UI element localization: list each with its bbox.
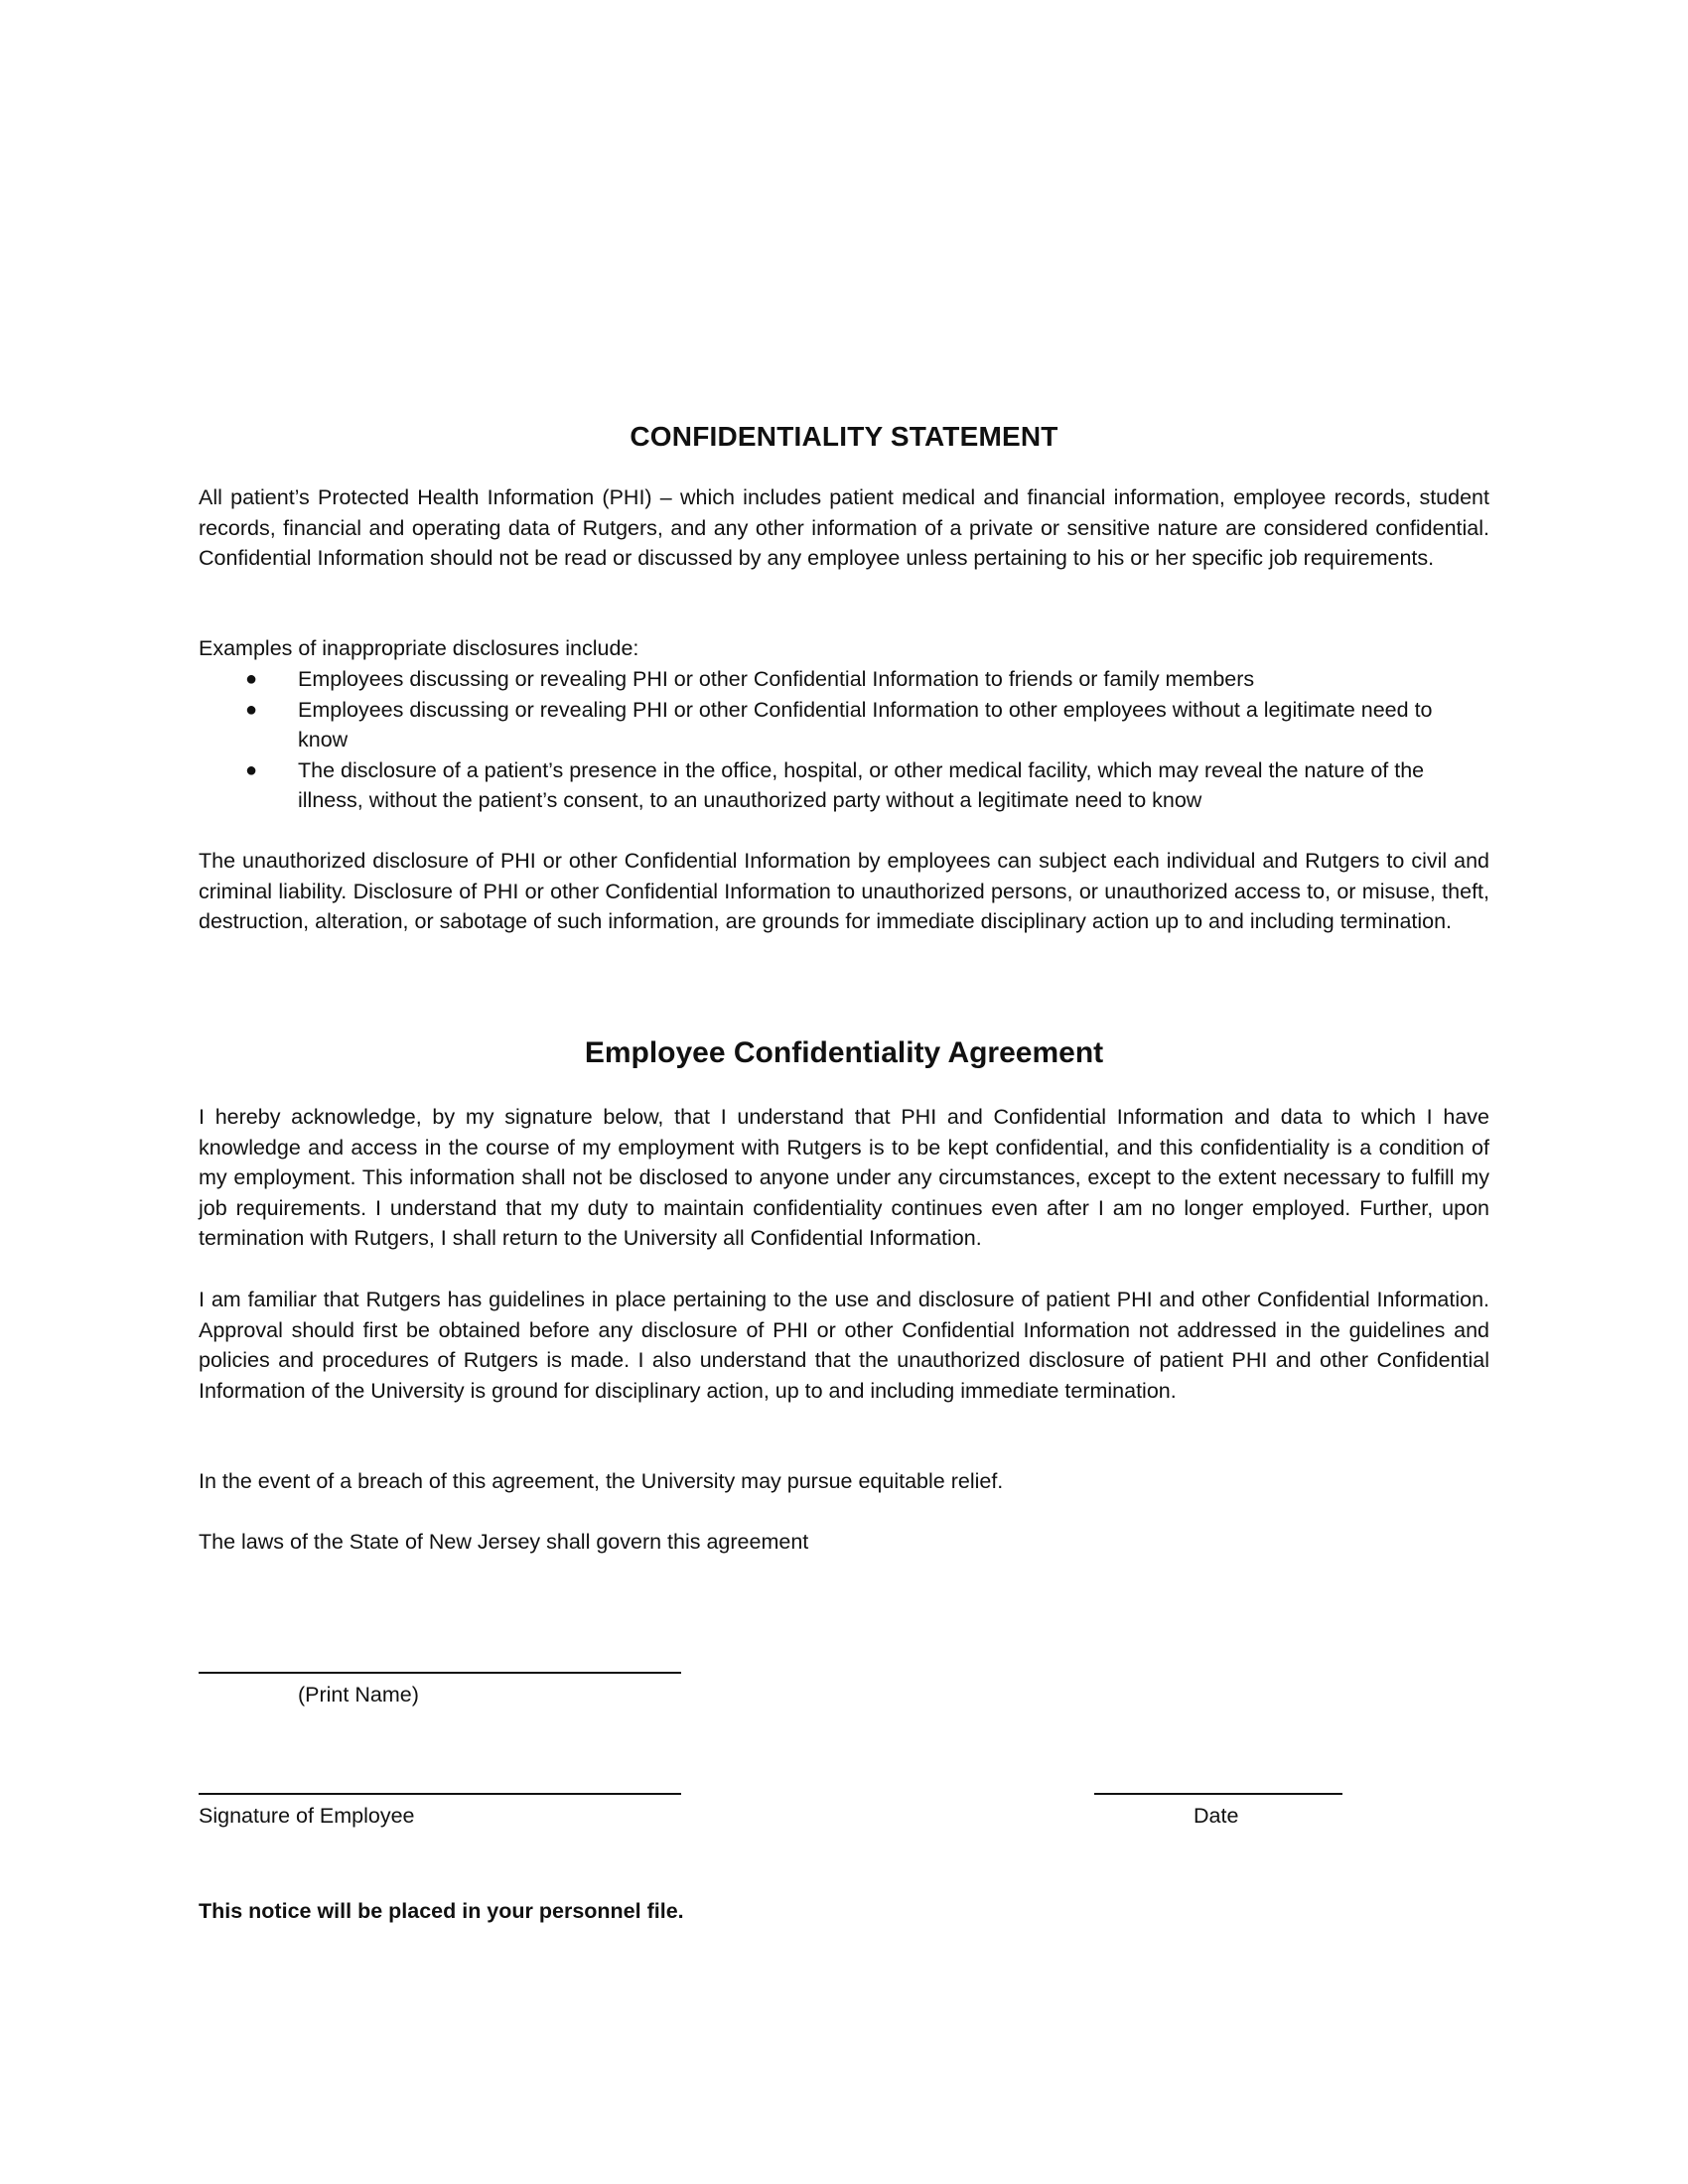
agreement-paragraph-3: In the event of a breach of this agreement, the University may pursue equitable relief.: [199, 1469, 1004, 1493]
print-name-label: (Print Name): [298, 1683, 419, 1706]
statement-intro-paragraph: All patient’s Protected Health Information (PHI) – which includes patient medical and financial information, employee records, student records, financial and operating data of Rutgers, and any other information of a private or sensitive nature are considered confidential. Confidential Information should not be read or discussed by any employee unless pertaining to his or her specific job requirements.: [199, 485, 1489, 571]
examples-list: [199, 664, 1489, 816]
agreement-title: Employee Confidentiality Agreement: [584, 1036, 1104, 1069]
list-item: [199, 755, 1489, 816]
example-text: Employees discussing or revealing PHI or other Confidential Information to other employees without a legitimate need to know: [298, 697, 1433, 752]
bullet-icon: ●: [245, 668, 258, 690]
signature-label: Signature of Employee: [199, 1804, 415, 1828]
date-line[interactable]: [1094, 1793, 1342, 1795]
list-item: [199, 695, 1489, 755]
agreement-paragraph-2: I am familiar that Rutgers has guidelines in place pertaining to the use and disclosure of patient PHI and other Confidential Information. Approval should first be obtained before any disclosure of PHI or other Confidential Information not addressed in the guidelines and policies and procedures of Rutgers is made. I also understand that the unauthorized disclosure of patient PHI and other Confidential Information of the University is ground for disciplinary action, up to and including immediate termination.: [199, 1288, 1489, 1403]
example-text: Employees discussing or revealing PHI or other Confidential Information to friends or family members: [298, 667, 1255, 691]
example-text: The disclosure of a patient’s presence in the office, hospital, or other medical facility, which may reveal the nature of the illness, without the patient’s consent, to an unauthorized party without a legitimate need to know: [298, 757, 1425, 813]
statement-title: CONFIDENTIALITY STATEMENT: [630, 421, 1058, 452]
personnel-file-notice: This notice will be placed in your personnel file.: [199, 1899, 684, 1923]
signature-line[interactable]: [199, 1793, 681, 1795]
date-label: Date: [1194, 1804, 1239, 1828]
agreement-paragraph-4: The laws of the State of New Jersey shall govern this agreement: [199, 1530, 809, 1554]
bullet-icon: ●: [245, 758, 258, 781]
bullet-icon: ●: [245, 698, 258, 721]
list-item: [199, 664, 1489, 695]
print-name-line[interactable]: [199, 1672, 681, 1674]
examples-heading: Examples of inappropriate disclosures include:: [199, 636, 639, 660]
liability-paragraph: The unauthorized disclosure of PHI or other Confidential Information by employees can subject each individual and Rutgers to civil and criminal liability. Disclosure of PHI or other Confidential Information to unauthorized persons, or unauthorized access to, or misuse, theft, destruction, alteration, or sabotage of such information, are grounds for immediate disciplinary action up to and including termination.: [199, 849, 1489, 934]
agreement-paragraph-1: I hereby acknowledge, by my signature below, that I understand that PHI and Confidential Information and data to which I have knowledge and access in the course of my employment with Rutgers is to be kept confidential, and this confidentiality is a condition of my employment. This information shall not be disclosed to anyone under any circumstances, except to the extent necessary to fulfill my job requirements. I understand that my duty to maintain confidentiality continues even after I am no longer employed. Further, upon termination with Rutgers, I shall return to the University all Confidential Information.: [199, 1105, 1489, 1251]
document-page: [199, 0, 1489, 2184]
